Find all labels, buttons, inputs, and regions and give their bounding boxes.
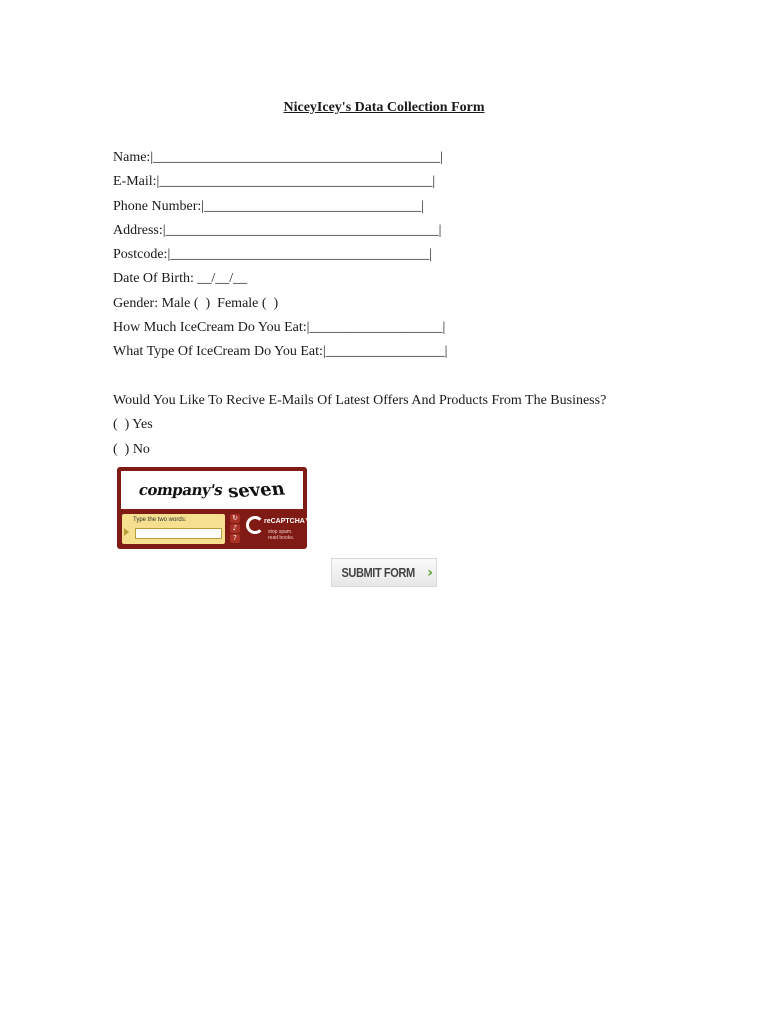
captcha-controls — [230, 514, 242, 544]
icecream-type-field[interactable]: What Type Of IceCream Do You Eat:|_________________| — [113, 344, 448, 359]
gender-field[interactable]: Gender: Male ( ) Female ( ) — [113, 296, 279, 311]
page-title: NiceyIcey's Data Collection Form — [283, 100, 485, 115]
recaptcha-slogan-2: read books. — [268, 535, 295, 541]
help-icon[interactable]: ? — [230, 534, 240, 543]
captcha-prompt: Type the two words: — [133, 517, 187, 523]
captcha-word-1: company's — [137, 481, 224, 499]
postcode-field[interactable]: Postcode:|_____________________________________| — [113, 247, 433, 262]
newsletter-question: Would You Like To Recive E-Mails Of Latest Offers And Products From The Business? — [113, 393, 607, 408]
recaptcha-slogan-1: stop spam. — [268, 529, 293, 535]
audio-icon[interactable]: ♪ — [230, 524, 240, 533]
chevron-right-icon: › — [427, 564, 433, 581]
newsletter-yes-option[interactable]: ( ) Yes — [113, 417, 153, 432]
recaptcha-brand: reCAPTCHA™ — [264, 518, 312, 525]
recaptcha-widget — [117, 467, 312, 549]
email-field[interactable]: E-Mail:|_______________________________________| — [113, 174, 436, 189]
captcha-word-2: seven — [226, 478, 287, 502]
recaptcha-circle-icon — [246, 516, 264, 534]
recaptcha-logo — [246, 514, 312, 544]
captcha-input[interactable] — [135, 528, 222, 539]
name-field[interactable]: Name:|_________________________________________| — [113, 150, 443, 165]
submit-label: SUBMIT FORM — [341, 565, 415, 580]
icecream-amount-field[interactable]: How Much IceCream Do You Eat:|___________________| — [113, 320, 446, 335]
submit-form-button[interactable] — [331, 558, 437, 587]
phone-field[interactable]: Phone Number:|_______________________________| — [113, 199, 424, 214]
newsletter-no-option[interactable]: ( ) No — [113, 442, 150, 457]
captcha-image — [121, 471, 303, 509]
captcha-entry-panel — [122, 514, 225, 544]
address-field[interactable]: Address:|_______________________________________| — [113, 223, 442, 238]
refresh-icon[interactable]: ↻ — [230, 514, 240, 523]
dob-field[interactable]: Date Of Birth: __/__/__ — [113, 271, 248, 286]
arrow-icon — [124, 528, 129, 536]
